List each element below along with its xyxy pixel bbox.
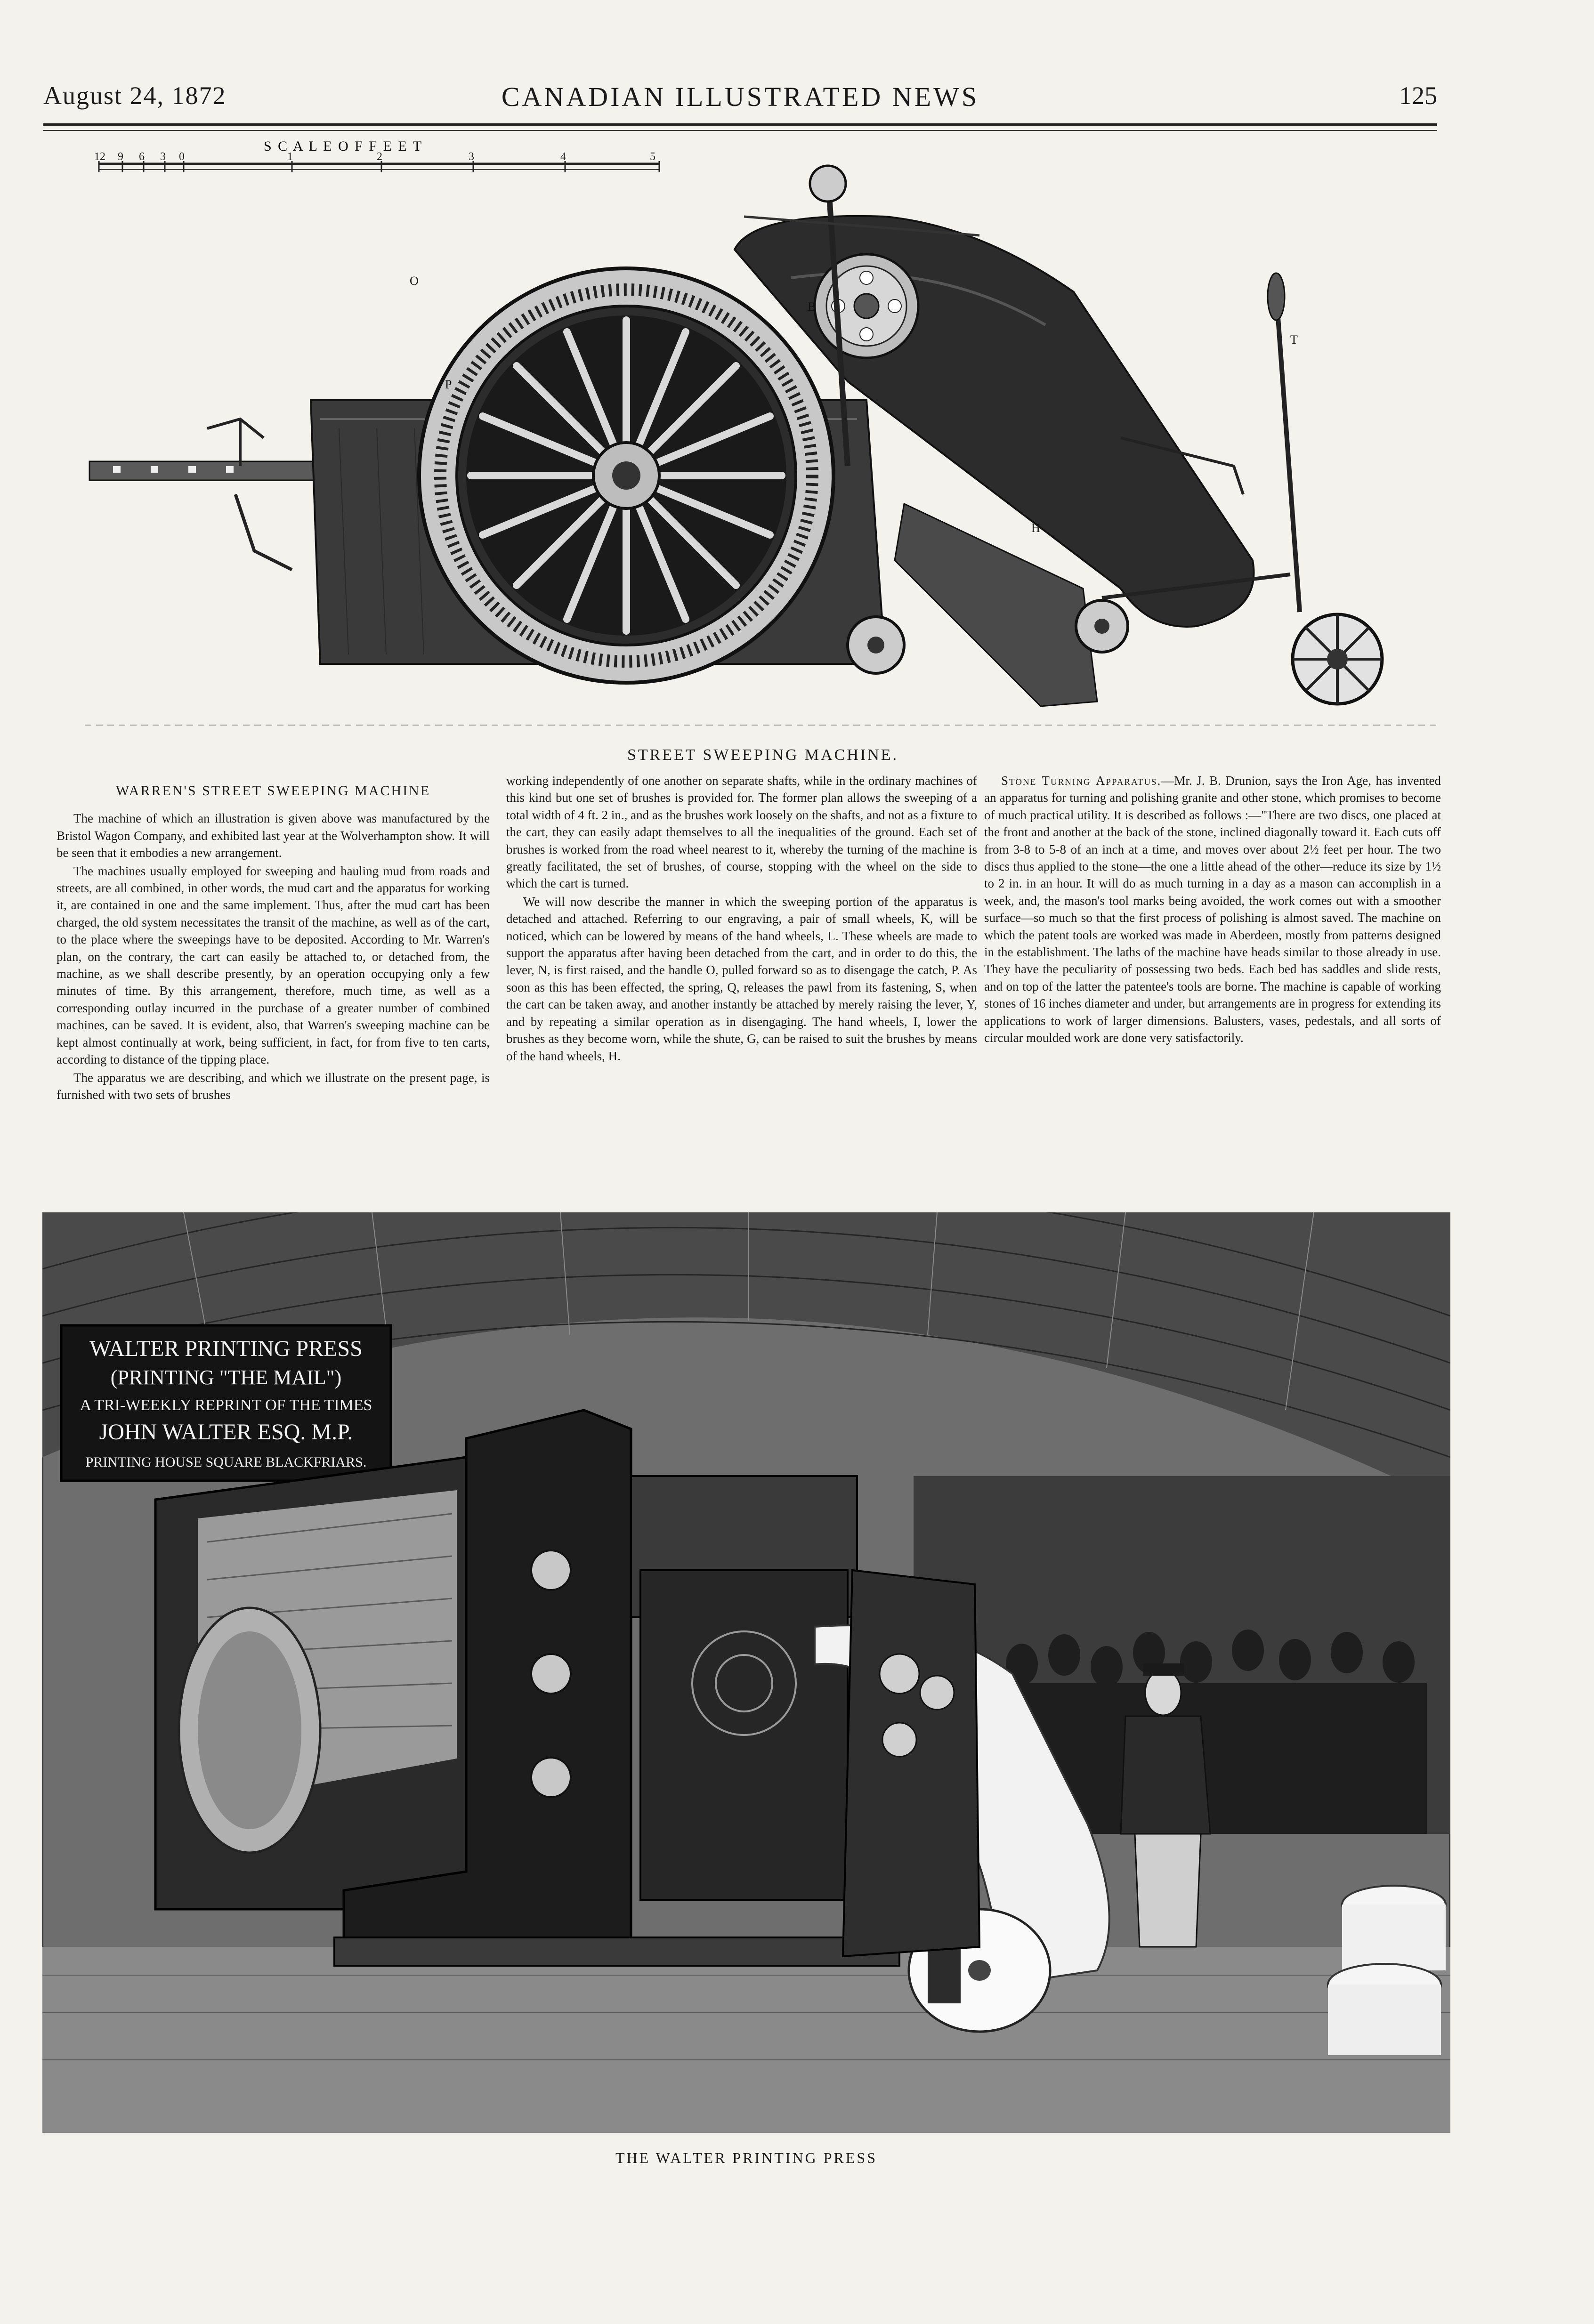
article-lead: Stone Turning Apparatus. <box>1001 774 1162 788</box>
issue-date: August 24, 1872 <box>43 81 227 110</box>
column-3 <box>984 772 1441 1048</box>
scale-label: S C A L E O F F E E T <box>264 138 423 154</box>
scale-number: 3 <box>469 151 474 163</box>
scale-number: 3 <box>160 151 166 163</box>
sign-line: A TRI-WEEKLY REPRINT OF THE TIMES <box>80 1396 372 1414</box>
newspaper-title: CANADIAN ILLUSTRATED NEWS <box>501 81 979 112</box>
sign-line: JOHN WALTER ESQ. M.P. <box>99 1420 353 1444</box>
column-1 <box>57 783 490 1104</box>
page-number: 125 <box>1399 81 1437 110</box>
scale-number: 12 <box>94 151 105 163</box>
scale-number: 0 <box>179 151 185 163</box>
paragraph: working independently of one another on separate shafts, while in the ordinary machines of this kind but one set of brushes is provided for. The former plan allows the sweeping of a total width of 4 ft. 2 in., and as the brushes work loosely on the shafts, and not as a fixture to the cart, they can easily adapt themselves to all the inequalities of the ground. Each set of brushes is worked from the road wheel nearest to it, whereby the turning of the machine is greatly facilitated, the set of brushes, of course, stopping with the wheel on the side to which the cart is turned. <box>506 774 977 891</box>
masthead-rule-thin <box>43 130 1437 131</box>
press-signboard <box>61 1325 391 1481</box>
part-letter: H <box>1031 521 1040 535</box>
press-caption: THE WALTER PRINTING PRESS <box>615 2149 878 2166</box>
scale-number: 2 <box>377 151 382 163</box>
article-body: —Mr. J. B. Drunion, says the Iron Age, has invented an apparatus for turning and polishing granite and other stone, which promises to become of much practical utility. It is described as follows :—"There are two discs, one placed at the front and another at the back of the stone, inclined diagonally toward it. Each cuts off from 3-8 to 5-8 of an inch at a time, and moves over about 2½ feet per hour. The two discs thus applied to the stone—the one a little ahead of the other—reduce its size by 1½ to 2 in. in an hour. It will do as much turning in a day as a mason can accomplish in a week, and, the mason's tool marks being avoided, the work comes out with a smoother surface—so much so that the first process of polishing is almost saved. The machine on which the patent tools are worked was made in Aberdeen, mostly from patterns designed in the establishment. The laths of the machine have heads similar to those already in use. They have the peculiarity of possessing two beds. Each bed has saddles and slide rests, and on top of the latter the patentee's tools are borne. The machine is capable of working stones of 16 inches diameter and under, but arrangements are in progress for extending its applications to work of larger dimensions. Balusters, vases, pedestals, and all sorts of circular moulded work are done very satisfactorily. <box>984 774 1441 1045</box>
part-letter: P <box>445 378 452 391</box>
paragraph: The machines usually employed for sweeping and hauling mud from roads and streets, are all combined, in other words, the mud cart and the apparatus for working it, are contained in one and the same implement. Thus, after the mud cart has been charged, the old system necessitates the transit of the machine, as well as of the cart, to the place where the sweepings have to be deposited. According to Mr. Warren's plan, on the contrary, the cart can easily be attached to, or detached from, the machine, as we shall describe presently, by an operation occupying only a few minutes of time. By this arrangement, therefore, much time, as well as a corresponding outlay incurred in the purchase of a greater number of combined machines, can be saved. It is evident, also, that Warren's sweeping machine can be kept almost continually at work, being sufficient, in fact, for from five to ten carts, according to distance of the tipping place. <box>57 863 490 1067</box>
masthead-rule <box>43 123 1437 126</box>
scale-number: 1 <box>287 151 293 163</box>
scale-number: 4 <box>560 151 566 163</box>
paragraph <box>984 772 1441 1047</box>
part-letter: B <box>808 300 816 314</box>
scale-number: 5 <box>650 151 655 163</box>
sweeper-caption: STREET SWEEPING MACHINE. <box>627 746 899 764</box>
article-heading: WARREN'S STREET SWEEPING MACHINE <box>115 783 431 799</box>
column-2 <box>506 772 977 1065</box>
street-sweeping-machine-illustration <box>85 137 1441 730</box>
masthead <box>43 81 1437 119</box>
part-letter: O <box>410 274 419 288</box>
scale-number: 9 <box>118 151 123 163</box>
walter-printing-press-illustration <box>42 1212 1450 2133</box>
sign-line: WALTER PRINTING PRESS <box>89 1336 363 1361</box>
part-letter: T <box>1290 333 1298 347</box>
paragraph: The machine of which an illustration is given above was manufactured by the Bristol Wagon Company, and exhibited last year at the Wolverhampton show. It will be seen that it embodies a new arrangement. <box>57 811 490 860</box>
sign-line: (PRINTING "THE MAIL") <box>110 1366 342 1389</box>
paragraph: We will now describe the manner in which the sweeping portion of the apparatus is detached and attached. Referring to our engraving, a pair of small wheels, K, will be noticed, which can be lowered by means of the hand wheels, L. These wheels are made to support the apparatus after having been detached from the cart, and in order to do this, the lever, N, is first raised, and the handle O, pulled forward so as to disengage the catch, P. As soon as this has been effected, the spring, Q, releases the pawl from its fastening, S, when the cart can be taken away, and another instantly be attached by merely raising the lever, Y, and by repeating a similar operation as in disengaging. The hand wheels, I, lower the brushes as they become worn, while the shute, G, can be raised to suit the brushes by means of the hand wheels, H. <box>506 894 977 1063</box>
paragraph: The apparatus we are describing, and which we illustrate on the present page, is furnished with two sets of brushes <box>57 1070 490 1102</box>
sign-line: PRINTING HOUSE SQUARE BLACKFRIARS. <box>85 1454 367 1470</box>
scale-number: 6 <box>139 151 145 163</box>
